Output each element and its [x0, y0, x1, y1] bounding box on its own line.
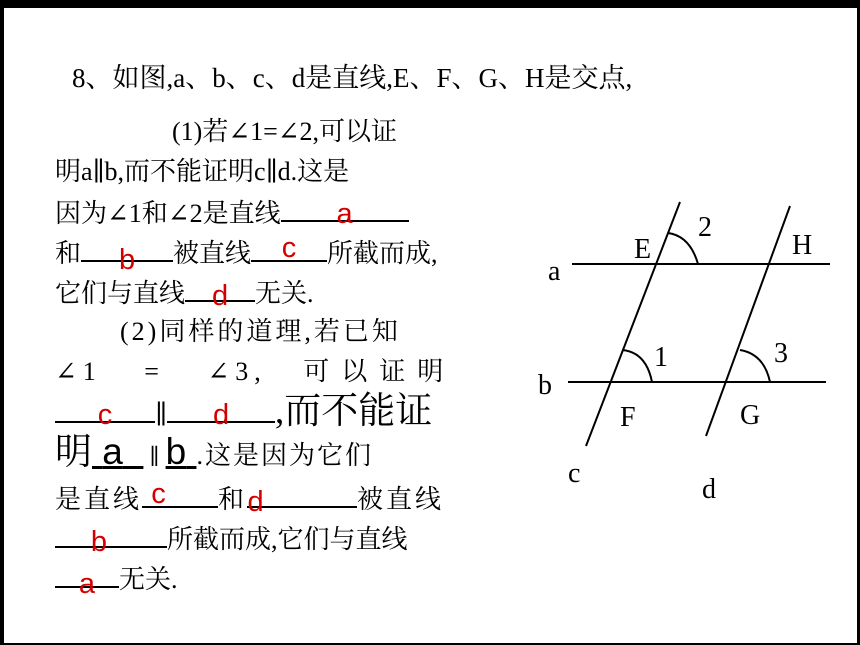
part1-text: 无关.: [255, 279, 314, 308]
label-point-E: E: [634, 234, 652, 265]
part2-line3: [55, 392, 501, 432]
answer-text: b: [165, 431, 187, 472]
part2-line5: [55, 478, 501, 518]
geometry-figure: [530, 190, 840, 520]
label-b: b: [538, 370, 552, 401]
part1-text: (1)若∠1=∠2,可以证: [172, 117, 398, 146]
answer-text: b: [90, 526, 108, 558]
answer-blank: [281, 192, 409, 230]
answer-text: d: [212, 399, 230, 431]
part2-text: 和: [218, 485, 248, 514]
answer-blank: [251, 232, 327, 262]
label-point-H: H: [792, 230, 813, 261]
answer-blank: [55, 558, 119, 600]
part1-text: 和: [55, 239, 82, 268]
answer-blank: [55, 393, 155, 431]
part2-text: 被直线: [357, 485, 445, 514]
part1-text: 因为∠1和∠2是直线: [55, 199, 281, 228]
label-point-F: F: [620, 402, 636, 433]
part2-text: ∥: [149, 444, 160, 469]
angle-2-arc: [668, 233, 698, 264]
answer-text: a: [78, 568, 96, 600]
answer-text: b: [118, 244, 136, 276]
answer-blank: [81, 232, 173, 276]
part2-text: 明: [55, 432, 92, 473]
answer-blank: [167, 393, 275, 431]
part2-line4: [55, 432, 501, 478]
answer-text: a: [336, 198, 353, 230]
slide-frame-left: [0, 0, 4, 645]
slide-frame-top: [0, 0, 860, 8]
answer-text: c: [97, 399, 113, 431]
part1-text: 被直线: [173, 239, 252, 268]
answer-blank: [247, 478, 357, 518]
part2-text: ∠1 = ∠3,: [55, 357, 267, 386]
label-point-G: G: [740, 400, 761, 431]
answer-text: a: [102, 431, 123, 472]
label-angle-2: 2: [698, 212, 712, 243]
part2-text: 无关.: [119, 565, 178, 594]
part2-text: ∥: [155, 400, 168, 429]
answer-blank: [185, 272, 255, 312]
part1-text: 它们与直线: [55, 279, 186, 308]
part1-line3: [55, 192, 501, 232]
part1-line1: [55, 112, 501, 152]
answer-text: d: [247, 486, 267, 518]
part2-text: ,而不能证: [275, 391, 433, 432]
label-c: c: [568, 458, 581, 489]
part2-text: (2)同样的道理,若已知: [120, 317, 401, 346]
part2-text: 可以证明: [303, 357, 456, 386]
answer-text: c: [281, 232, 297, 264]
label-a: a: [548, 256, 561, 287]
answer-text: d: [211, 280, 229, 312]
part2-text: 是直线: [55, 485, 143, 514]
question-title: 8、如图,a、b、c、d是直线,E、F、G、H是交点,: [72, 63, 633, 93]
part2-line1: [55, 312, 501, 352]
part1-line2: [55, 152, 501, 192]
part1-line5: [55, 272, 501, 312]
label-d: d: [702, 474, 716, 505]
part2-line6: [55, 518, 501, 558]
part2-line2: [55, 352, 501, 392]
part1-text: 明a∥b,而不能证明c∥d.这是: [55, 157, 350, 186]
part2-text: 所截而成,它们与直线: [167, 525, 408, 554]
part2-line7: [55, 558, 501, 598]
part1-text: 所截而成,: [327, 239, 438, 268]
part2-text: .这是因为它们: [196, 441, 373, 470]
angle-3-arc: [740, 350, 770, 382]
answer-text: c: [151, 478, 169, 510]
angle-1-arc: [622, 350, 652, 382]
question-body: [55, 112, 501, 598]
answer-blank: [55, 518, 167, 558]
label-angle-3: 3: [774, 338, 788, 369]
part1-line4: [55, 232, 501, 276]
label-angle-1: 1: [654, 342, 668, 373]
